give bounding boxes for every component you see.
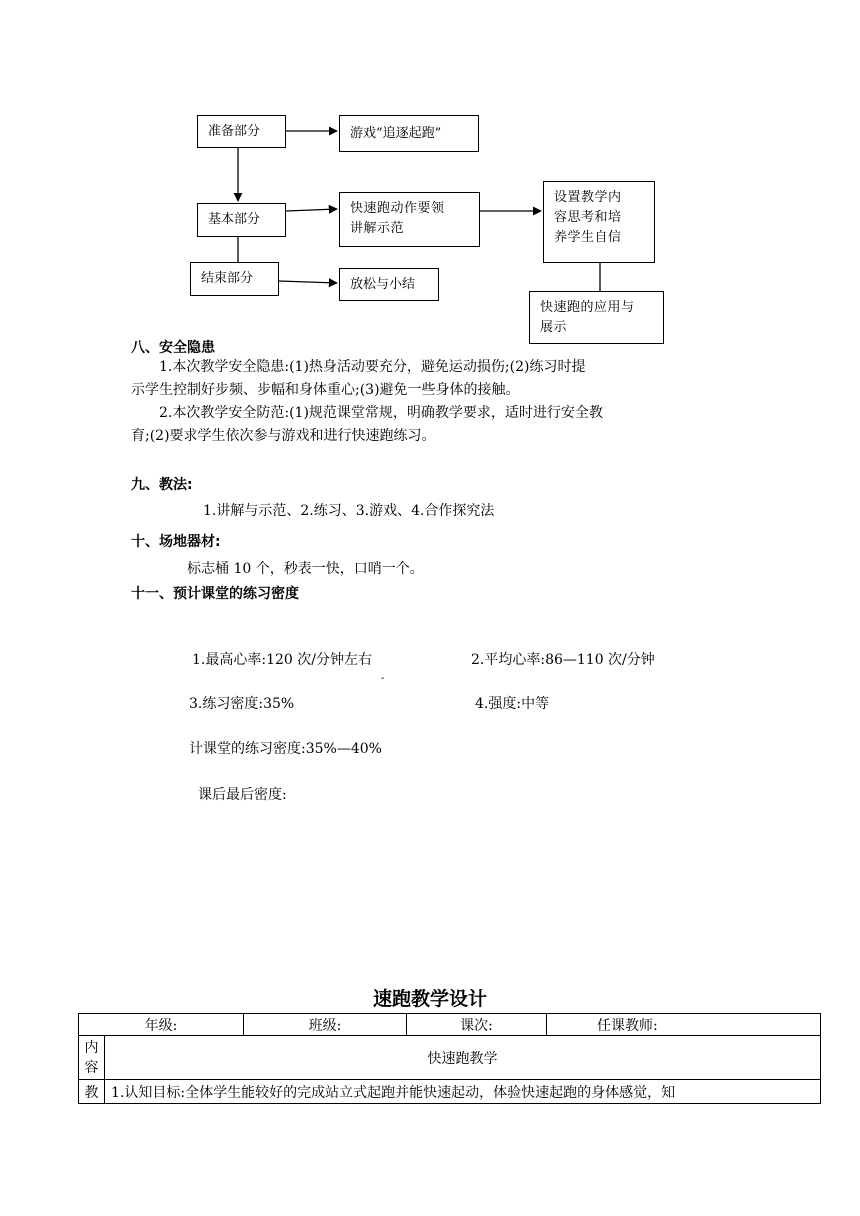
basic-label: 基本部分 (208, 212, 261, 227)
safety-item2-line1: 2.本次教学安全防范:(1)规范课堂常规，明确教学要求，适时进行安全教 (159, 405, 603, 421)
apply-label-line1: 快速跑的应用与 (540, 300, 635, 315)
basic-box (197, 203, 286, 237)
equipment-text: 标志桶 10 个，秒表一快，口哨一个。 (187, 561, 424, 577)
intensity: 4.强度:中等 (475, 696, 550, 712)
after-density: 课后最后密度: (198, 787, 287, 803)
design-title: 速跑教学设计 (372, 988, 487, 1010)
prep-box (197, 115, 286, 148)
table-row (79, 1080, 821, 1104)
design-box (543, 181, 655, 263)
table-row (79, 1036, 821, 1080)
safety-heading: 八、安全隐患 (131, 340, 215, 356)
avg-heart-rate: 2.平均心率:86—110 次/分钟 (471, 652, 655, 668)
safety-item2-line2: 育;(2)要求学生依次参与游戏和进行快速跑练习。 (131, 428, 436, 444)
goal-label: 教 (84, 1084, 99, 1101)
density-heading: 十一、预计课堂的练习密度 (131, 586, 299, 602)
content-value: 快速跑教学 (427, 1050, 498, 1067)
prep-label: 准备部分 (208, 123, 261, 139)
safety-item1-line2: 示学生控制好步频、步幅和身体重心;(3)避免一些身体的接触。 (131, 382, 520, 398)
arrow-basic-to-sprint (286, 209, 337, 211)
content-value-cell (105, 1036, 821, 1080)
content-label-line2: 容 (84, 1059, 99, 1076)
lesson-cell (407, 1014, 547, 1036)
flowchart-connectors (0, 0, 860, 360)
design-label-line3: 养学生自信 (554, 230, 622, 245)
design-table (78, 1013, 821, 1104)
end-box (190, 262, 279, 296)
content-label-cell (79, 1036, 105, 1080)
practice-density: 3.练习密度:35% (189, 696, 295, 712)
class-cell (244, 1014, 407, 1036)
arrow-end-to-relax (279, 281, 337, 283)
goal-text: 1.认知目标:全体学生能较好的完成站立式起跑并能快速起动，体验快速起跑的身体感觉，知 (111, 1084, 676, 1101)
game-label: 游戏“追逐起跑” (350, 125, 442, 141)
dash-mark: - (381, 673, 385, 684)
methods-text: 1.讲解与示范、2.练习、3.游戏、4.合作探究法 (203, 503, 495, 519)
relax-box (339, 268, 439, 301)
sprint-label-line2: 讲解示范 (350, 221, 405, 236)
teacher-label: 任课教师: (597, 1017, 658, 1034)
end-label: 结束部分 (201, 271, 254, 286)
methods-heading: 九、教法: (131, 477, 193, 493)
sprint-label-line1: 快速跑动作要领 (350, 201, 445, 216)
equipment-heading: 十、场地器材: (131, 534, 221, 550)
content-label-line1: 内 (84, 1039, 99, 1056)
game-box (339, 115, 479, 152)
table-row (79, 1014, 821, 1036)
apply-label-line2: 展示 (540, 320, 568, 335)
goal-label-cell (79, 1080, 105, 1104)
goal-text-cell (105, 1080, 821, 1104)
relax-label: 放松与小结 (350, 276, 416, 292)
design-label-line1: 设置教学内 (554, 190, 622, 205)
planned-density: 计课堂的练习密度:35%—40% (189, 741, 382, 757)
design-label-line2: 容思考和培 (554, 210, 622, 225)
sprint-box (339, 192, 480, 247)
lesson-label: 课次: (460, 1017, 493, 1034)
max-heart-rate: 1.最高心率:120 次/分钟左右 (192, 652, 372, 668)
apply-box (529, 291, 664, 344)
safety-item1-line1: 1.本次教学安全隐患:(1)热身活动要充分，避免运动损伤;(2)练习时提 (159, 359, 586, 375)
grade-label: 年级: (144, 1017, 178, 1034)
grade-cell (79, 1014, 244, 1036)
class-label: 班级: (308, 1017, 342, 1034)
teacher-cell (547, 1014, 821, 1036)
